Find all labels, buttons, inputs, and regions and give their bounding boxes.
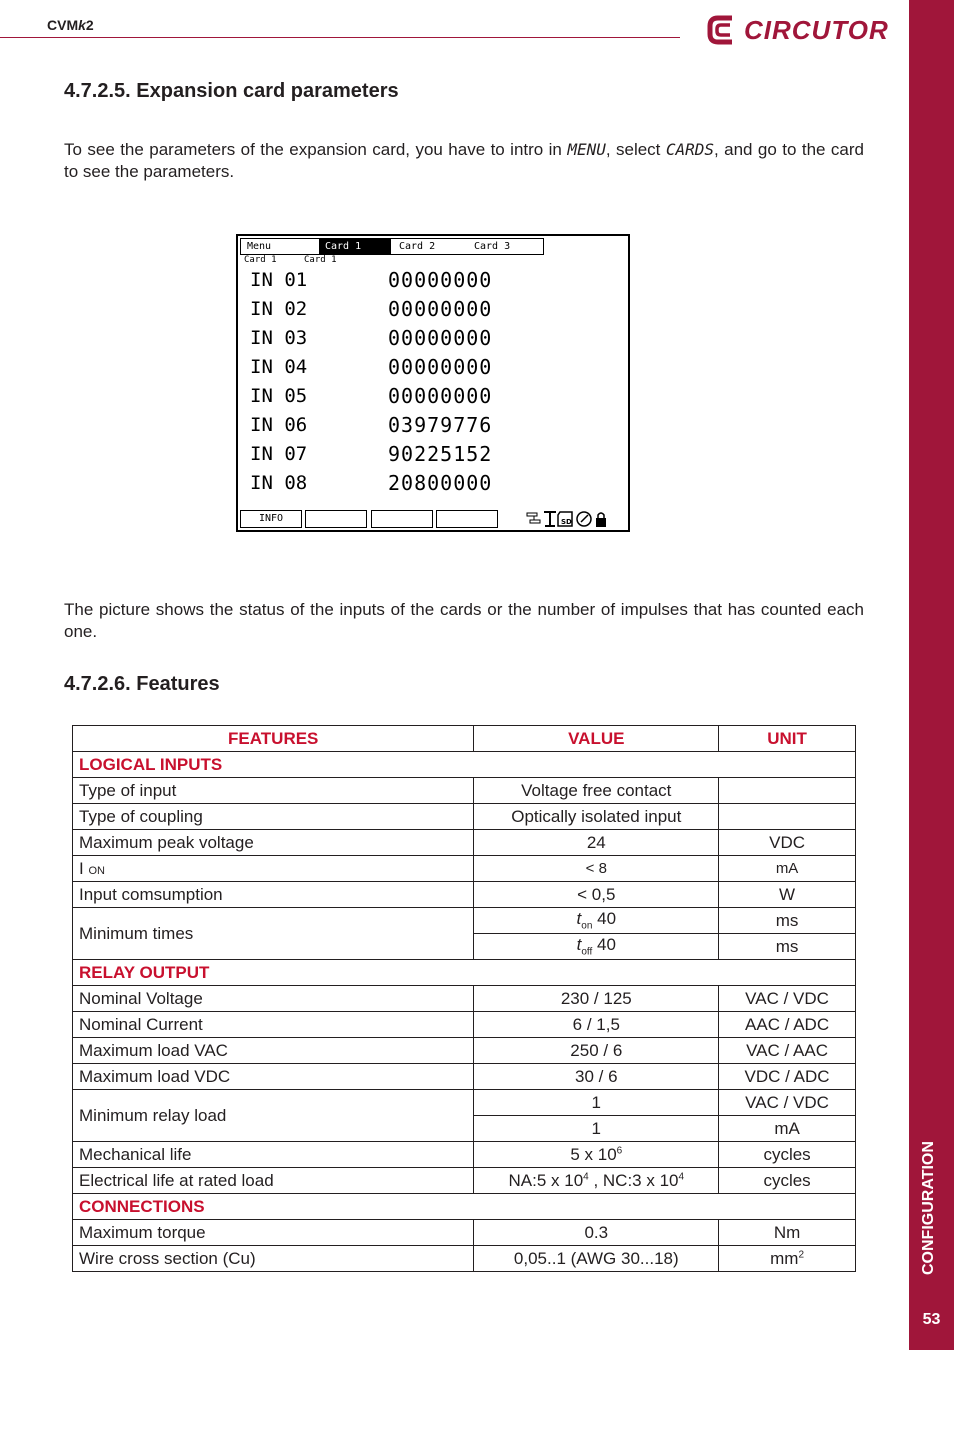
- table-row: Nominal Current 6 / 1,5 AAC / ADC: [73, 1012, 856, 1038]
- cards-keyword: CARDS: [665, 140, 714, 159]
- table-row: Maximum peak voltage 24 VDC: [73, 830, 856, 856]
- table-row: Type of input Voltage free contact: [73, 778, 856, 804]
- circutor-logo: [706, 12, 889, 48]
- table-row: Minimum relay load 1 VAC / VDC: [73, 1090, 856, 1116]
- input-value: 00000000: [388, 297, 493, 321]
- screen-sub-label: Card 1: [304, 255, 337, 265]
- input-label: IN 05: [250, 385, 308, 407]
- table-row: Minimum times $t_{on}$ 40 ms: [73, 908, 856, 934]
- softkey-blank: [436, 510, 498, 528]
- table-header-row: [73, 726, 856, 752]
- document-model-label: CVMk2: [47, 17, 94, 33]
- header-value: VALUE: [474, 726, 719, 752]
- section-row: LOGICAL INPUTS: [73, 752, 856, 778]
- header-features: FEATURES: [73, 726, 474, 752]
- input-value: 90225152: [388, 442, 493, 466]
- input-value: 00000000: [388, 384, 493, 408]
- table-row: Input comsumption < 0,5 W: [73, 882, 856, 908]
- sd-card-icon: [558, 512, 572, 526]
- section-title-expansion-card: 4.7.2.5. Expansion card parameters: [64, 80, 399, 102]
- features-table: [72, 725, 856, 1272]
- tab-card-1: Card 1: [319, 239, 391, 254]
- intro-paragraph: To see the parameters of the expansion card, you have to intro in MENU, select CARDS, and go to the card to see the parameters.: [64, 140, 864, 181]
- svg-text:SD: SD: [561, 518, 572, 526]
- table-row: I ON < 8 mA: [73, 856, 856, 882]
- network-icon: [527, 513, 540, 523]
- table-row: Maximum torque 0.3 Nm: [73, 1220, 856, 1246]
- tab-card-2: Card 2: [399, 241, 436, 252]
- section-title-features: 4.7.2.6. Features: [64, 673, 220, 695]
- table-row: 1 mA: [73, 1116, 856, 1142]
- page-number: 53: [922, 1311, 941, 1328]
- table-row: Type of coupling Optically isolated input: [73, 804, 856, 830]
- softkey-blank: [305, 510, 367, 528]
- device-screen-picture: [236, 234, 630, 532]
- screen-tab-bar: [240, 238, 544, 255]
- input-label: IN 03: [250, 327, 308, 349]
- softkey-info: INFO: [240, 510, 302, 528]
- table-row: Maximum load VAC 250 / 6 VAC / AAC: [73, 1038, 856, 1064]
- lock-icon: [596, 513, 606, 527]
- section-row: CONNECTIONS: [73, 1194, 856, 1220]
- status-icons: [526, 510, 622, 528]
- header-unit: UNIT: [719, 726, 856, 752]
- input-value: 00000000: [388, 355, 493, 379]
- input-label: IN 08: [250, 472, 308, 494]
- input-value: 03979776: [388, 413, 493, 437]
- clock-icon: [577, 512, 591, 526]
- input-label: IN 07: [250, 443, 308, 465]
- table-row: $t_{off}$ 40 ms: [73, 934, 856, 960]
- screen-sub-label: Card 1: [244, 255, 277, 265]
- header-divider: [0, 37, 680, 38]
- caption-paragraph: The picture shows the status of the inputs of the cards or the number of impulses that has counted each one.: [64, 600, 864, 641]
- table-row: Electrical life at rated load NA:5 x $10^4$ , NC:3 x $10^4$ cycles: [73, 1168, 856, 1194]
- sidebar-section-label: CONFIGURATION: [920, 1141, 937, 1275]
- input-label: IN 01: [250, 269, 308, 291]
- circutor-logo-icon: [706, 12, 742, 48]
- menu-keyword: MENU: [567, 140, 606, 159]
- table-row: Maximum load VDC 30 / 6 VDC / ADC: [73, 1064, 856, 1090]
- input-value: 20800000: [388, 471, 493, 495]
- tab-menu: Menu: [247, 241, 272, 252]
- input-label: IN 04: [250, 356, 308, 378]
- section-row: RELAY OUTPUT: [73, 960, 856, 986]
- softkey-blank: [371, 510, 433, 528]
- input-value: 00000000: [388, 268, 493, 292]
- table-row: Mechanical life 5 x $10^6$ cycles: [73, 1142, 856, 1168]
- input-value: 00000000: [388, 326, 493, 350]
- input-label: IN 06: [250, 414, 308, 436]
- table-row: Wire cross section (Cu) 0,05..1 (AWG 30...18) $mm^2$: [73, 1246, 856, 1272]
- brand-name: CIRCUTOR: [744, 15, 889, 45]
- memory-icon: [544, 512, 556, 526]
- tab-card-3: Card 3: [474, 241, 511, 252]
- input-label: IN 02: [250, 298, 308, 320]
- table-row: Nominal Voltage 230 / 125 VAC / VDC: [73, 986, 856, 1012]
